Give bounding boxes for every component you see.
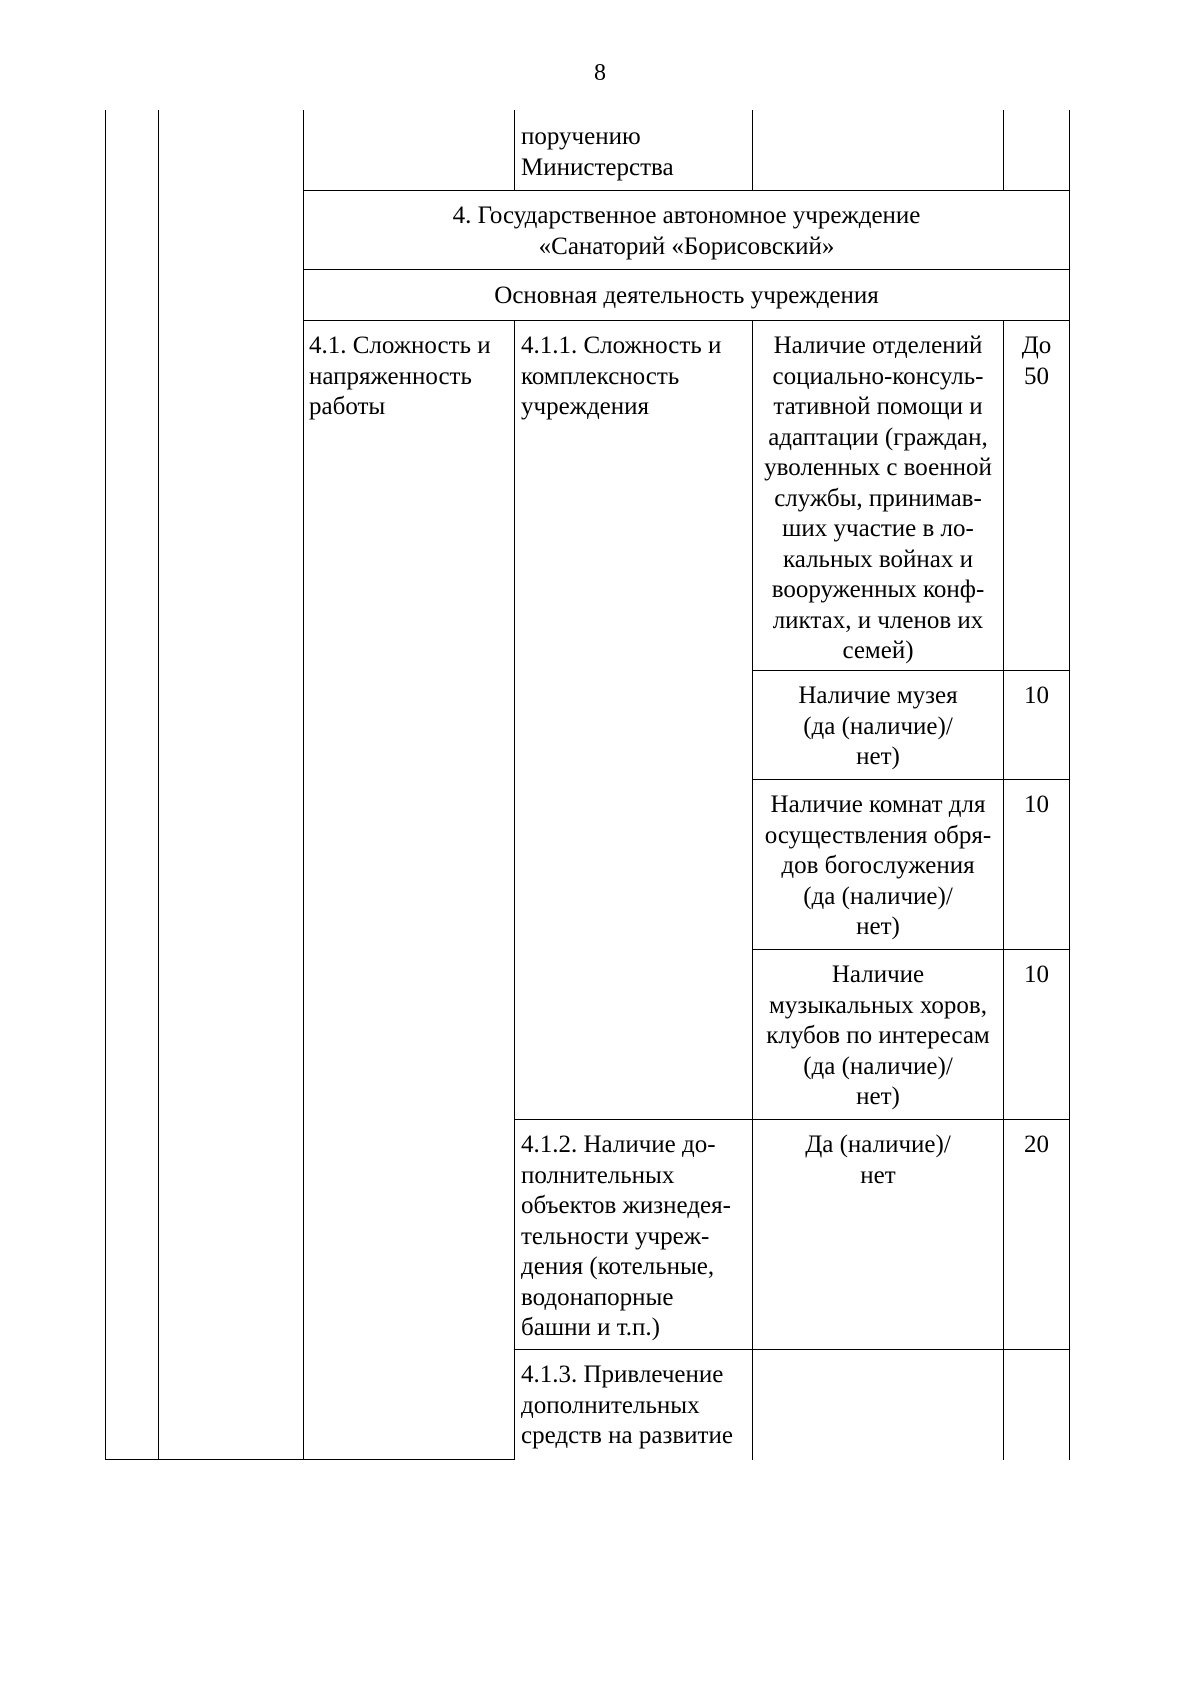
row-divider-cond-2 <box>752 670 1070 671</box>
row-divider-body-top <box>303 320 1070 321</box>
item-4-1-2-points: 20 <box>1024 1131 1049 1158</box>
table-bottom-border <box>105 1459 515 1460</box>
item-4-1-1-label: 4.1.1. Сложность и комплексность учреждения <box>521 332 722 420</box>
section-title: 4. Государственное автономное учреждение «Санаторий «Борисовский» <box>452 202 921 260</box>
condition-2-points: 10 <box>1024 682 1049 709</box>
row-divider-item-412 <box>514 1119 1070 1120</box>
row-divider-cond-4 <box>752 949 1070 950</box>
row-divider-cond-3 <box>752 779 1070 780</box>
item-4-1-2-label: 4.1.2. Наличие до- полнительных объектов жизнедея- тельности учреж- дения (котельные, водонапорные башни и т.п.) <box>521 1131 731 1341</box>
condition-3-text: Наличие комнат для осуществления обря- дов богослужения (да (наличие)/ нет) <box>764 791 992 940</box>
column-divider-1 <box>158 110 159 1460</box>
condition-4-points: 10 <box>1024 961 1049 988</box>
column-divider-3b <box>514 320 515 1460</box>
item-4-1-3-label: 4.1.3. Привлечение дополнительных средств на развитие <box>521 1361 733 1449</box>
column-divider-5a <box>1003 110 1004 190</box>
item-4-1-2-condition: Да (наличие)/ нет <box>805 1131 951 1189</box>
table-border-right <box>1069 110 1070 1460</box>
condition-2-text: Наличие музея (да (наличие)/ нет) <box>798 682 958 770</box>
condition-1-points: До 50 <box>1021 332 1052 390</box>
condition-3-points: 10 <box>1024 791 1049 818</box>
row-divider-item-413 <box>514 1349 1070 1350</box>
column-divider-2 <box>303 110 304 1460</box>
column-divider-3a <box>514 110 515 190</box>
continued-criterion-text: поручению Министерства <box>521 123 674 181</box>
row-divider-subtitle-top <box>303 269 1070 270</box>
condition-1-text: Наличие отделений социально-консуль- тативной помощи и адаптации (граждан, уволенных с военной службы, принимав- ших участие в ло- кальных войнах и вооруженных конф- ликтах, и членов их семей) <box>764 332 992 664</box>
group-4-1-label: 4.1. Сложность и напряженность работы <box>309 332 491 420</box>
table-border-left <box>105 110 106 1460</box>
condition-4-text: Наличие музыкальных хоров, клубов по интересам (да (наличие)/ нет) <box>766 961 990 1110</box>
row-divider-section-top <box>303 190 1070 191</box>
column-divider-4a <box>752 110 753 190</box>
section-subtitle: Основная деятельность учреждения <box>494 282 879 309</box>
page-number: 8 <box>594 60 606 86</box>
